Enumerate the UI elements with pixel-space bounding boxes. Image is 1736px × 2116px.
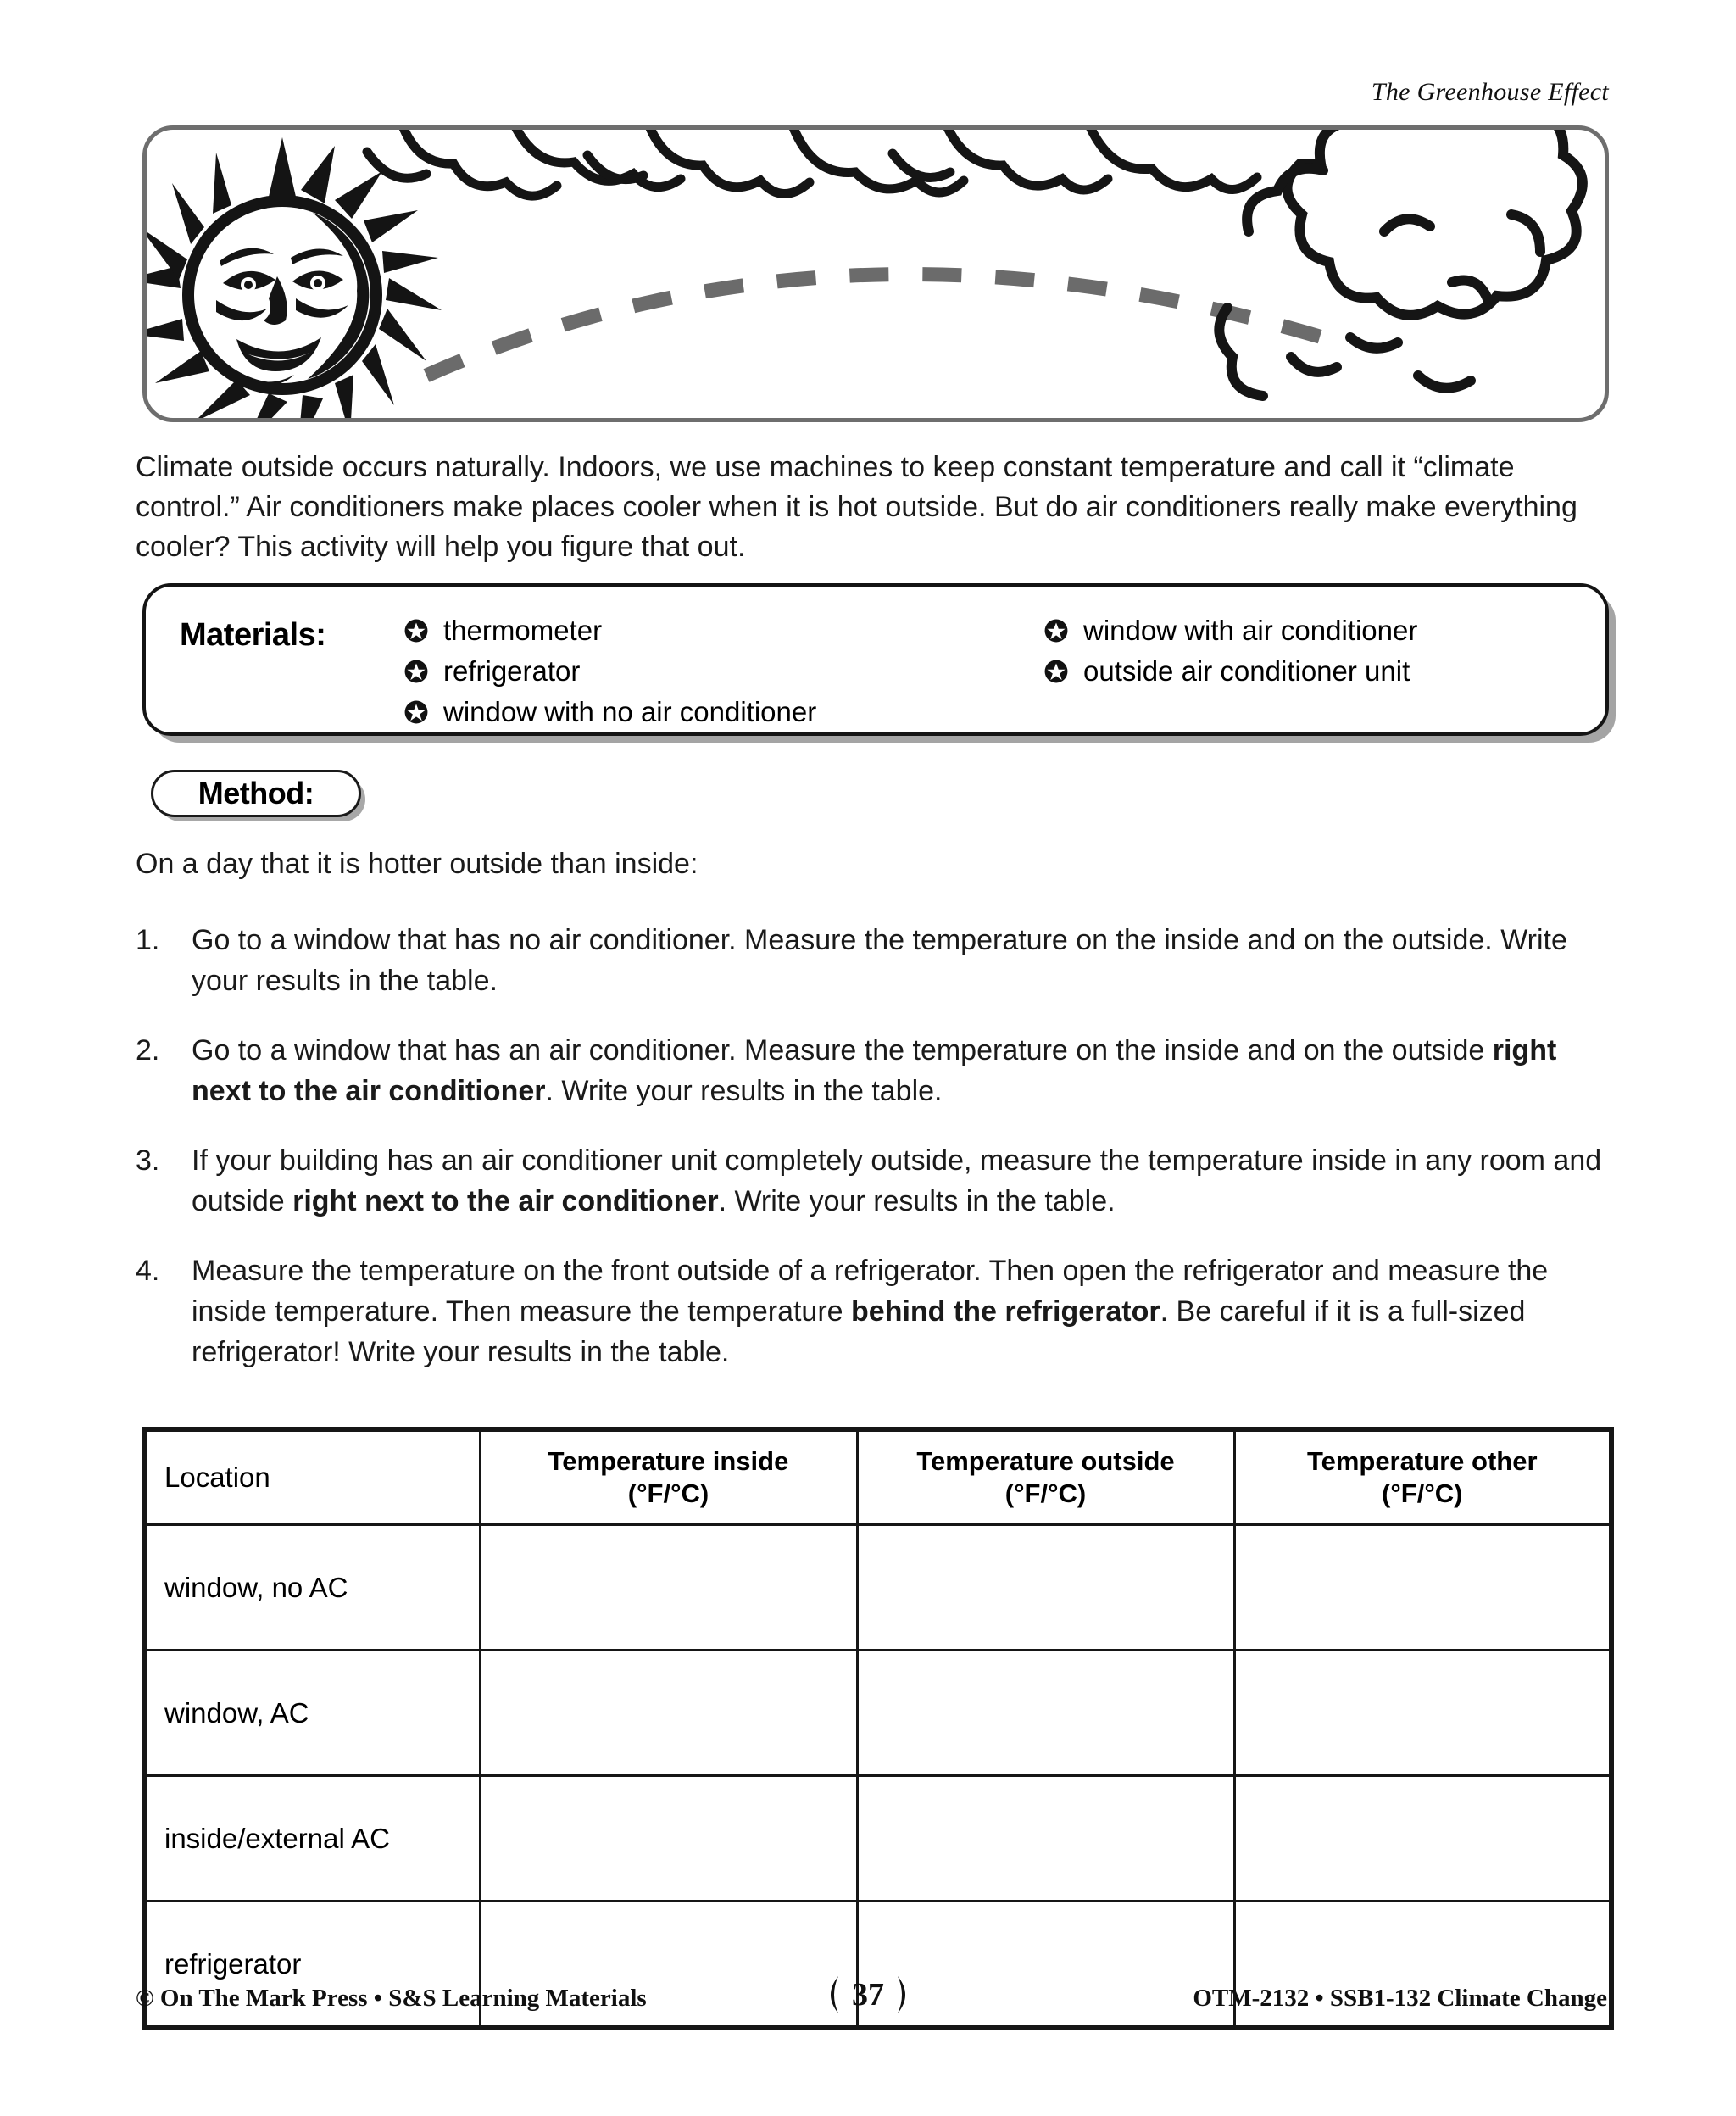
materials-item xyxy=(1044,656,1417,687)
plain-text: If your building has an air conditioner unit completely outside, measure the temperature inside in any room and outside xyxy=(192,1144,1602,1217)
cell-temperature-inside[interactable] xyxy=(480,1651,857,1776)
footer-product-code: OTM-2132 • SSB1-132 Climate Change xyxy=(1193,1985,1607,2012)
cell-temperature-other[interactable] xyxy=(1234,1651,1611,1776)
materials-label: Materials: xyxy=(180,617,326,653)
materials-item-label: thermometer xyxy=(443,615,603,646)
emphasis-text: behind the refrigerator xyxy=(851,1295,1160,1328)
cell-temperature-inside[interactable] xyxy=(480,1525,857,1651)
cell-temperature-outside[interactable] xyxy=(857,1651,1234,1776)
title-banner xyxy=(142,125,1609,422)
method-step-number: 3. xyxy=(136,1144,160,1177)
cell-temperature-outside[interactable] xyxy=(857,1525,1234,1651)
page-number: 37 xyxy=(852,1977,884,2013)
method-step-number: 4. xyxy=(136,1255,160,1287)
materials-item-label: window with air conditioner xyxy=(1083,615,1418,646)
dashed-arc-icon xyxy=(426,274,1350,376)
right-paren-icon xyxy=(896,1975,915,2014)
method-step xyxy=(136,1250,1619,1373)
method-step xyxy=(136,1030,1619,1111)
table-row xyxy=(145,1776,1611,1902)
star-in-circle-icon xyxy=(404,700,428,724)
table-body xyxy=(145,1525,1611,2029)
table-header-row xyxy=(145,1429,1611,1525)
column-header-temperature-inside xyxy=(480,1429,857,1525)
plain-text: Measure the temperature on the front outside of a refrigerator. Then open the refrigerator and measure the inside temperature. Then measure the temperature xyxy=(192,1255,1549,1328)
cell-location: window, no AC xyxy=(145,1525,480,1651)
method-step-text xyxy=(192,920,1619,1001)
materials-column-left xyxy=(404,615,816,738)
star-in-circle-icon xyxy=(1044,619,1068,643)
cell-temperature-outside[interactable] xyxy=(857,1776,1234,1902)
method-step-text xyxy=(192,1140,1619,1222)
materials-item-label: refrigerator xyxy=(443,655,581,687)
method-step-text xyxy=(192,1250,1619,1373)
materials-column-right xyxy=(1044,615,1417,697)
running-head: The Greenhouse Effect xyxy=(1371,78,1609,106)
cell-location: window, AC xyxy=(145,1651,480,1776)
header-line-1: Temperature other xyxy=(1306,1446,1538,1476)
method-steps xyxy=(136,920,1619,1401)
header-line-2: (°F/°C) xyxy=(1004,1478,1087,1508)
materials-item-label: outside air conditioner unit xyxy=(1083,655,1410,687)
cell-location: inside/external AC xyxy=(145,1776,480,1902)
emphasis-text: right next to the air conditioner xyxy=(192,1034,1557,1107)
clouds-icon xyxy=(367,130,1257,196)
method-step-number: 2. xyxy=(136,1034,160,1066)
emphasis-text: right next to the air conditioner xyxy=(292,1185,719,1217)
materials-box xyxy=(142,583,1609,736)
banner-artwork xyxy=(147,130,1609,422)
cell-temperature-inside[interactable] xyxy=(480,1776,857,1902)
header-line-1: Temperature inside xyxy=(548,1446,789,1476)
materials-item-label: window with no air conditioner xyxy=(443,696,817,727)
star-in-circle-icon xyxy=(404,660,428,683)
method-step-text xyxy=(192,1030,1619,1111)
plain-text: . Be careful if it is a full-sized refrigerator! Write your results in the table. xyxy=(192,1295,1526,1368)
header-line-2: (°F/°C) xyxy=(1382,1478,1463,1508)
method-lead-in: On a day that it is hotter outside than inside: xyxy=(136,848,698,880)
cell-temperature-other[interactable] xyxy=(1234,1525,1611,1651)
results-table xyxy=(142,1427,1614,2030)
footer-publisher: © On The Mark Press • S&S Learning Materials xyxy=(136,1985,647,2012)
header-line-2: (°F/°C) xyxy=(627,1478,709,1508)
cell-location: refrigerator xyxy=(145,1902,480,2029)
column-header-temperature-outside xyxy=(857,1429,1234,1525)
intro-paragraph: Climate outside occurs naturally. Indoors, we use machines to keep constant temperature and call it “climate control.” Air conditioners make places cooler when it is hot outside. But do air conditioners really make everything cooler? This activity will help you figure that out. xyxy=(136,451,1577,563)
plain-text: . Write your results in the table. xyxy=(545,1075,943,1107)
plain-text: Go to a window that has an air conditioner. Measure the temperature on the inside and on the outside xyxy=(192,1034,1493,1066)
plain-text: Go to a window that has no air conditioner. Measure the temperature on the inside and on the outside. Write your results in the table. xyxy=(192,924,1567,997)
method-step xyxy=(136,1140,1619,1222)
method-label: Method: xyxy=(198,776,314,810)
star-in-circle-icon xyxy=(1044,660,1068,683)
materials-item xyxy=(404,656,816,687)
materials-item xyxy=(1044,615,1417,646)
plain-text: . Write your results in the table. xyxy=(718,1185,1116,1217)
cell-temperature-other[interactable] xyxy=(1234,1776,1611,1902)
table-row xyxy=(145,1525,1611,1651)
materials-item xyxy=(404,697,816,727)
cloud-cluster-icon xyxy=(1219,130,1583,396)
column-header-temperature-other xyxy=(1234,1429,1611,1525)
method-step-number: 1. xyxy=(136,924,160,956)
column-header-location: Location xyxy=(145,1429,480,1525)
left-paren-icon xyxy=(821,1975,840,2014)
materials-item xyxy=(404,615,816,646)
table-row xyxy=(145,1651,1611,1776)
method-step xyxy=(136,920,1619,1001)
method-label-pill xyxy=(151,770,361,817)
star-in-circle-icon xyxy=(404,619,428,643)
header-line-1: Temperature outside xyxy=(916,1446,1175,1476)
